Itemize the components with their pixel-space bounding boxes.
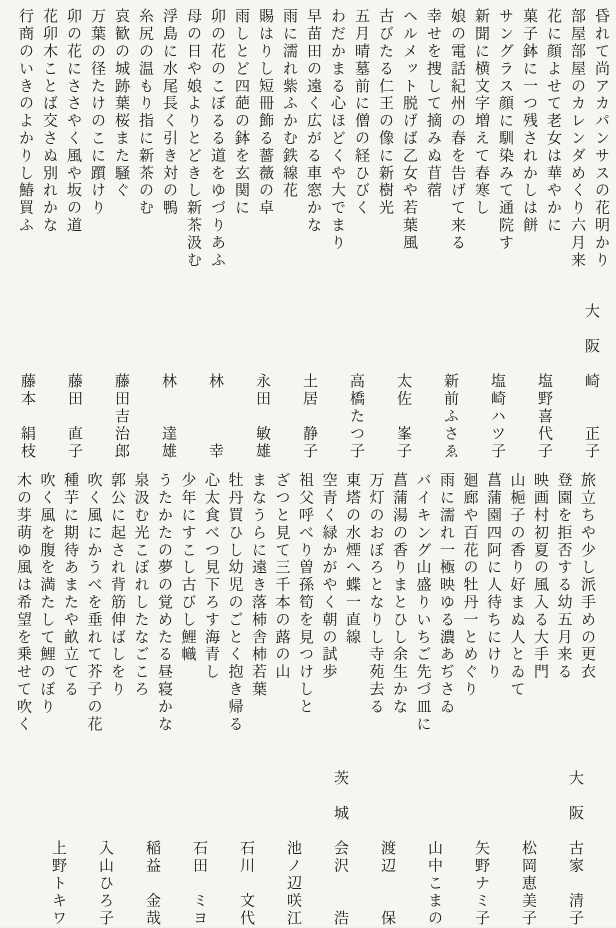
author-entry: 土居 静子 [301,303,319,461]
author-entry: 石田 ミヨ [191,770,209,928]
haiku-line: サングラス顔に馴染みて通院す [497,8,515,252]
haiku-line: 花卯木ことば交さぬ別れかな [41,8,59,235]
author-entry: 藤田吉治郎 [113,303,131,461]
haiku-line: 娘の電話紀州の春を告げて来る [449,8,467,252]
haiku-line: 昏れて尚アカパンサスの花明かり [593,8,611,269]
author-entry: 山中こまの [426,770,444,928]
haiku-line: 映画村初夏の風入る大手門 [532,472,550,681]
author-entry: 永田 敏雄 [254,303,272,461]
haiku-line: 空青く緑かがやく朝の試歩 [320,472,339,681]
authors-block-top [0,303,604,463]
haiku-block-bottom [12,472,600,774]
haiku-line: ヘルメット脱げば乙女や若葉風 [401,8,419,252]
haiku-line: 木の芽萌ゆ風は希望を乗せて吹く [15,472,33,733]
haiku-line: ざつと見て三千本の蕗の山 [273,472,292,681]
haiku-line: 哀歓の城跡葉桜また騒ぐ [113,8,131,200]
haiku-line: 雨しとど四葩の鉢を玄関に [233,8,251,217]
haiku-line: 部屋部屋のカレンダめくり六月来 [569,8,587,269]
haiku-line: バイキング山盛りいちご先づ皿に [414,472,433,733]
haiku-line: 旅立ちや少し派手めの更衣 [579,472,597,681]
haiku-line: 母の日や娘よりとどきし新茶汲む [185,8,203,269]
author-entry: 松岡恵美子 [520,770,538,928]
haiku-line: 賜はりし短冊飾る薔薇の卓 [257,8,275,217]
author-entry: 大 阪 崎 正子 [583,303,601,461]
haiku-block-top [14,8,614,310]
haiku-line: まなうらに遠き落柿舎柿若葉 [250,472,268,699]
author-entry: 塩崎ハツ子 [489,303,507,461]
author-entry: 石川 文代 [238,770,256,928]
haiku-line: 東塔の水煙へ蝶一直線 [344,472,362,646]
author-entry: 塩野喜代子 [536,303,554,461]
haiku-line: 菓子鉢に一つ残されかしは餅 [521,8,539,235]
haiku-line: 少年にすこし古びし鯉幟 [179,472,198,664]
haiku-line: 吹く風にかうべを垂れて芥子の花 [85,472,104,733]
haiku-line: 牡丹買ひし幼児のごとく抱き帰る [226,472,245,733]
author-entry: 稲益 金哉 [144,770,162,928]
author-entry: 渡辺 保 [379,770,397,928]
author-entry: 入山ひろ子 [97,770,115,928]
haiku-line: 古びたる仁王の像に新樹光 [377,8,395,217]
haiku-line: 五月晴墓前に僧の経ひびく [353,8,371,217]
haiku-line: 幸せを捜して摘みぬ苜蓿 [425,8,443,200]
author-entry: 矢野ナミ子 [473,770,491,928]
author-entry: 藤田 直子 [66,303,84,461]
haiku-line: 早苗田の遠く広がる車窓かな [305,8,323,235]
haiku-line: 卯の花のこぼるる道をゆづりあふ [209,8,227,269]
haiku-line: 行商のいきのよかりし鰆買ふ [17,8,35,235]
authors-block-bottom [24,770,588,927]
author-entry: 高橋たつ子 [348,303,366,461]
author-entry: 茨 城 会沢 浩 [332,770,350,928]
author-entry: 林 幸 [207,303,225,461]
haiku-line: 菖蒲園四阿に人待ちにけり [485,472,503,681]
haiku-line: 山梔子の香り好まぬ人とゐて [508,472,527,699]
haiku-line: 泉汲む光こぼれしたなごころ [132,472,151,699]
haiku-line: 浮島に水尾長く引き対の鴨 [161,8,179,217]
author-entry: 大 阪 古家 清子 [567,770,585,928]
haiku-line: 吹く風を腹を満たして鯉のぼり [38,472,57,716]
author-entry: 池ノ辺咲江 [285,770,303,928]
haiku-line: 種芋に期待あまたや畝立てる [62,472,80,699]
haiku-line: 雨に濡れ一極映ゆる濃あぢさゐ [438,472,456,716]
haiku-line: 登園を拒否する幼五月来る [555,472,574,681]
haiku-line: 新聞に横文字増えて春寒し [473,8,491,217]
haiku-line: 菖蒲湯の香りまとひし余生かな [391,472,409,716]
haiku-line: 万灯のおぼろとなりし寺苑去る [367,472,386,716]
author-entry: 藤本 絹枝 [19,303,37,461]
haiku-line: 万葉の径たけのこに躓けり [89,8,107,217]
author-entry: 新前ふさゑ [442,303,460,461]
author-entry: 林 達雄 [160,303,178,461]
haiku-line: 雨に濡れ紫ふかむ鉄線花 [281,8,299,200]
haiku-line: うたかたの夢の覚めたる昼寝かな [156,472,174,733]
haiku-line: 心太食べつ見下ろす海青し [203,472,221,681]
haiku-line: 糸尻の温もり指に新茶のむ [137,8,155,217]
haiku-line: 卯の花にささやく風や坂の道 [65,8,83,235]
haiku-line: 郭公に起され背筋伸ばしをり [109,472,127,699]
haiku-line: わだかまる心ほどくや大でまり [329,8,347,252]
author-entry: 太佐 峯子 [395,303,413,461]
author-entry: 上野トキワ [50,770,68,928]
haiku-line: 祖父呼べり曽孫筍を見つけしと [297,472,315,716]
haiku-line: 廻廊や百花の牡丹一とめぐり [461,472,480,699]
haiku-line: 花に顔よせて老女は華やかに [545,8,563,235]
